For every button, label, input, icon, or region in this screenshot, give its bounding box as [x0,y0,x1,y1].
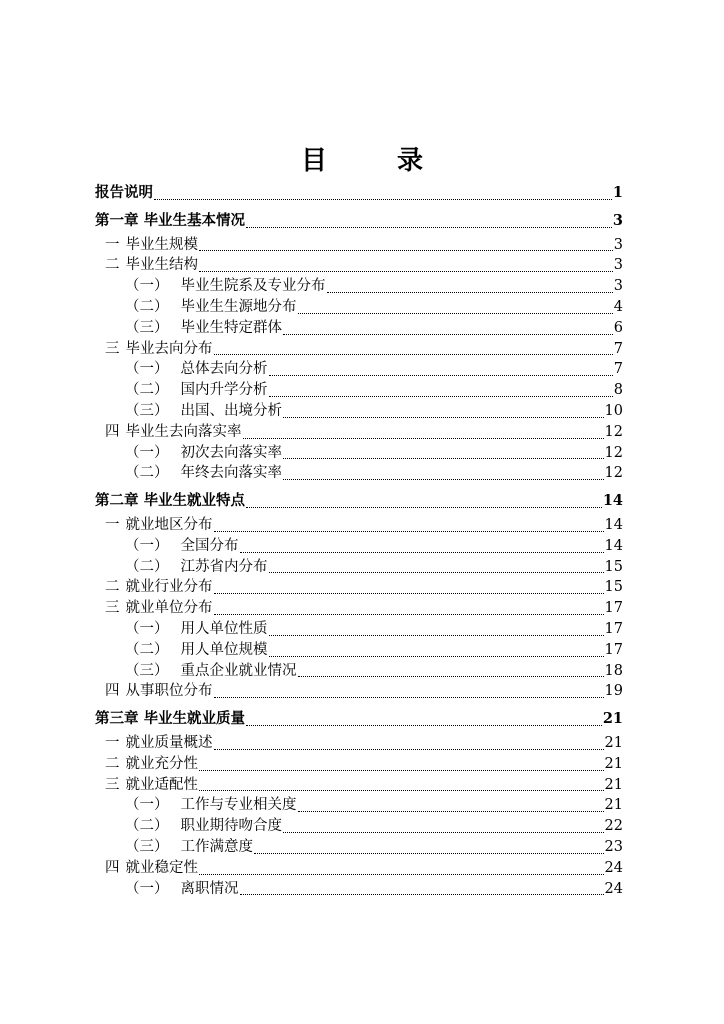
dot-leader [214,353,613,355]
toc-entry-title [125,297,297,318]
toc-page-number: 14 [602,492,623,510]
toc-chapter-entry[interactable] [95,183,623,204]
toc-entry-text: 工作与专业相关度 [180,797,297,814]
toc-entry-title [95,709,245,730]
toc-page-number: 23 [604,838,623,855]
toc-entry-text: 就业适配性 [125,776,198,793]
toc-entry-title [105,754,198,775]
dot-leader [214,613,604,615]
toc-entry-text: 就业充分性 [125,755,198,772]
toc-entry[interactable] [95,754,623,775]
toc-entry-number: （一） [125,880,169,897]
toc-entry-number: 第一章 [95,211,139,229]
toc-entry-title [125,380,268,401]
toc-entry-text: 毕业生就业质量 [143,710,246,728]
toc-entry-title [105,598,213,619]
toc-entry[interactable] [95,359,623,380]
toc-page-number: 3 [613,257,623,274]
dot-leader [269,395,613,397]
toc-entry-text: 年终去向落实率 [180,465,282,482]
toc-page-number: 17 [604,641,623,658]
toc-page-number: 17 [604,600,623,617]
dot-leader [214,748,604,750]
toc-entry[interactable] [95,619,623,640]
toc-entry-text: 总体去向分析 [180,361,268,378]
toc-entry-text: 国内升学分析 [180,382,268,399]
toc-page-number: 21 [604,776,623,793]
toc-page-number: 3 [612,211,623,229]
toc-entry-title [125,837,253,858]
toc-entry-number: 第三章 [95,710,139,728]
dot-leader [243,437,604,439]
toc-entry-text: 毕业生生源地分布 [180,298,297,315]
toc-entry-text: 就业稳定性 [125,859,198,876]
toc-entry-number: 三 [105,600,120,617]
dot-leader [199,789,604,791]
toc-page-number: 21 [602,710,623,728]
toc-entry[interactable] [95,380,623,401]
toc-page-number: 19 [604,683,623,700]
toc-entry-text: 用人单位性质 [180,620,268,637]
toc-entry-number: （二） [125,298,169,315]
toc-entry-title [105,681,213,702]
dot-leader [214,696,604,698]
toc-entry[interactable] [95,661,623,682]
toc-entry-text: 出国、出境分析 [180,402,282,419]
dot-leader [283,478,604,480]
dot-leader [298,810,604,812]
toc-page-number: 15 [604,579,623,596]
toc-entry-title [125,463,282,484]
dot-leader [246,506,602,508]
toc-page-number: 24 [604,880,623,897]
toc-entry-text: 江苏省内分布 [180,558,268,575]
toc-entry[interactable] [95,339,623,360]
dot-leader [199,249,613,251]
toc-entry-text: 报告说明 [95,184,153,201]
toc-page-number: 10 [604,402,623,419]
toc-entry[interactable] [95,401,623,422]
toc-entry-text: 毕业去向分布 [125,340,213,357]
toc-entry-title [125,795,297,816]
toc-entry[interactable] [95,235,623,256]
toc-entry-number: 四 [105,859,120,876]
toc-entry[interactable] [95,536,623,557]
toc-entry[interactable] [95,318,623,339]
dot-leader [269,634,604,636]
dot-leader [283,457,604,459]
toc-entry-number: （一） [125,278,169,295]
toc-entry-title [125,359,268,380]
toc-page-number: 24 [604,859,623,876]
page-title: 目 录 [300,146,445,176]
toc-entry-title [125,816,282,837]
toc-entry-title [125,536,239,557]
dot-leader [199,873,604,875]
toc-entry-text: 就业质量概述 [125,734,213,751]
toc-entry[interactable] [95,879,623,900]
toc-entry-text: 毕业生院系及专业分布 [180,278,326,295]
toc-entry-number: （一） [125,797,169,814]
dot-leader [298,675,604,677]
toc-entry-title [125,640,268,661]
dot-leader [199,270,613,272]
toc-entry-text: 毕业生就业特点 [143,492,246,510]
toc-entry-text: 职业期待吻合度 [180,818,282,835]
toc-entry-text: 初次去向落实率 [180,444,282,461]
dot-leader [246,226,612,228]
toc-entry[interactable] [95,681,623,702]
dot-leader [298,312,613,314]
toc-page-number: 7 [613,361,623,378]
dot-leader [327,291,613,293]
toc-page-number: 12 [604,423,623,440]
toc-entry-number: （二） [125,465,169,482]
toc-entry[interactable] [95,422,623,443]
toc-entry-text: 毕业生结构 [125,257,198,274]
toc-entry[interactable] [95,577,623,598]
toc-entry-title [105,235,198,256]
toc-entry[interactable] [95,515,623,536]
toc-page-number: 7 [613,340,623,357]
toc-entry[interactable] [95,816,623,837]
dot-leader [283,333,613,335]
toc-page-number: 15 [604,558,623,575]
dot-leader [214,592,604,594]
toc-entry-title [105,515,213,536]
toc-entry[interactable] [95,443,623,464]
toc-entry[interactable] [95,795,623,816]
toc-entry-number: （一） [125,361,169,378]
toc-entry-title [105,577,213,598]
toc-entry-number: 第二章 [95,492,139,510]
toc-entry-title [105,775,198,796]
toc-entry-number: （三） [125,662,169,679]
toc-entry[interactable] [95,858,623,879]
toc-entry[interactable] [95,297,623,318]
toc-entry-number: （三） [125,402,169,419]
toc-page-number: 8 [613,382,623,399]
dot-leader [246,724,602,726]
toc-entry-title [95,491,245,512]
toc-entry-number: （三） [125,319,169,336]
toc-entry[interactable] [95,733,623,754]
toc-page-number: 21 [604,797,623,814]
dot-leader [269,374,613,376]
toc-chapter-entry[interactable] [95,491,623,512]
toc-entry-title [125,443,282,464]
toc-entry-text: 重点企业就业情况 [180,662,297,679]
toc-entry-number: 三 [105,776,120,793]
toc-entry-text: 毕业生基本情况 [143,211,246,229]
toc-entry-number: 四 [105,683,120,700]
toc-entry-text: 离职情况 [180,880,239,897]
toc-entry-text: 工作满意度 [180,838,253,855]
toc-page-number: 14 [604,516,623,533]
toc-page-number: 21 [604,755,623,772]
toc-page-number: 14 [604,537,623,554]
toc-entry-text: 全国分布 [180,537,239,554]
toc-entry[interactable] [95,775,623,796]
toc-entry-number: （二） [125,558,169,575]
toc-entry[interactable] [95,276,623,297]
toc-page-number: 17 [604,620,623,637]
toc-page-number: 12 [604,444,623,461]
toc-entry-number: （二） [125,641,169,658]
dot-leader [283,416,604,418]
toc-page-number: 18 [604,662,623,679]
toc-entry-text: 毕业生去向落实率 [125,423,242,440]
toc-entry-text: 毕业生特定群体 [180,319,282,336]
toc-entry-number: （二） [125,382,169,399]
toc-entry-number: 二 [105,579,120,596]
toc-entry-title [125,879,239,900]
toc-entry[interactable] [95,557,623,578]
toc-page-number: 4 [613,298,623,315]
toc-entry-number: （二） [125,818,169,835]
toc-chapter-entry[interactable] [95,211,623,232]
toc-page-number: 22 [604,818,623,835]
toc-entry-title [95,183,153,204]
dot-leader [240,893,604,895]
toc-entry-title [105,255,198,276]
toc-entry-title [125,276,326,297]
toc-entry-title [105,733,213,754]
toc-entry[interactable] [95,640,623,661]
toc-chapter-entry[interactable] [95,709,623,730]
toc-entry[interactable] [95,837,623,858]
dot-leader [240,551,604,553]
toc-entry[interactable] [95,463,623,484]
toc-entry-number: 三 [105,340,120,357]
dot-leader [269,571,604,573]
toc-page-number: 3 [613,278,623,295]
toc-entry-title [125,401,282,422]
toc-entry-number: （三） [125,838,169,855]
toc-entry-title [125,661,297,682]
toc-page-number: 21 [604,734,623,751]
toc-entry-text: 就业行业分布 [125,579,213,596]
toc-entry[interactable] [95,598,623,619]
toc-entry-text: 毕业生规模 [125,236,198,253]
toc-entry-title [105,422,242,443]
toc-entry-text: 用人单位规模 [180,641,268,658]
toc-entry-title [125,557,268,578]
toc-entry-number: 一 [105,516,120,533]
toc-entry-number: （一） [125,620,169,637]
toc-entry-title [105,339,213,360]
dot-leader [254,852,604,854]
toc-entry[interactable] [95,255,623,276]
toc-entry-title [105,858,198,879]
toc-page-number: 3 [613,236,623,253]
toc-entry-text: 就业单位分布 [125,600,213,617]
toc-entry-number: 四 [105,423,120,440]
toc-entry-number: 一 [105,734,120,751]
dot-leader [283,831,604,833]
toc-page-number: 6 [613,319,623,336]
dot-leader [269,655,604,657]
toc-page-number: 12 [604,465,623,482]
toc-entry-title [125,318,282,339]
toc-entry-number: 一 [105,236,120,253]
toc-entry-number: （一） [125,444,169,461]
dot-leader [214,530,604,532]
toc-entry-text: 就业地区分布 [125,516,213,533]
toc-page-number: 1 [612,184,623,201]
toc-entry-number: 二 [105,257,120,274]
toc-entry-number: （一） [125,537,169,554]
dot-leader [199,769,604,771]
toc-entry-title [125,619,268,640]
dot-leader [154,198,612,200]
toc-entry-number: 二 [105,755,120,772]
toc-entry-title [95,211,245,232]
table-of-contents [95,176,623,899]
toc-entry-text: 从事职位分布 [125,683,213,700]
